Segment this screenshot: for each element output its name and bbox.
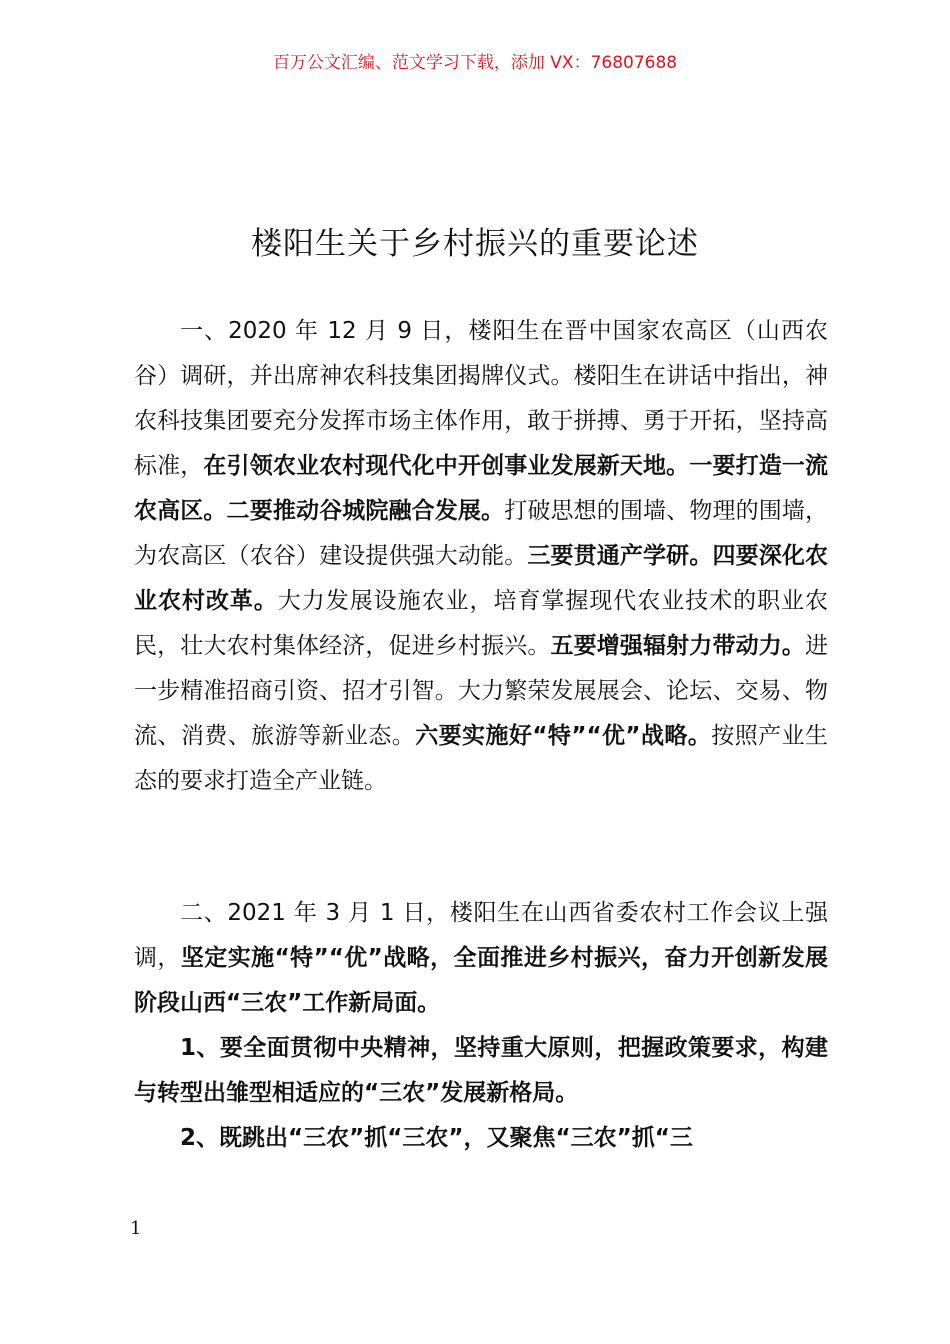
section-1-bold-1: 在引领农业农村现代化中开创事业发展新天地。一要打造一流农高区。二要推动谷城院融合发展。 [134, 453, 829, 524]
section-1-bold-4: 六要实施好“特”“优”战略。 [415, 723, 712, 749]
section-1-paragraph [134, 309, 828, 804]
section-2-bold-1: 坚定实施“特”“优”战略，全面推进乡村振兴，奋力开创新发展阶段山西“三农”工作新局面。 [134, 945, 829, 1016]
document-title: 楼阳生关于乡村振兴的重要论述 [251, 226, 699, 262]
section-1-bold-3: 五要增强辐射力带动力。 [550, 633, 806, 659]
section-2-text-1: 二、2021 年 3 月 1 日，楼阳生在山西省委农村工作会议上强调， [134, 900, 828, 971]
section-2-paragraph-1 [134, 891, 828, 1026]
section-1-bold-2: 三要贯通产学研。四要深化农业农村改革。 [134, 543, 829, 614]
section-1-text-1: 一、2020 年 12 月 9 日，楼阳生在晋中国家农高区（山西农谷）调研，并出席神农科技集团揭牌仪式。楼阳生在讲话中指出，神农科技集团要充分发挥市场主体作用，敢于拼搏、勇于开拓，坚持高标准， [134, 318, 828, 479]
section-1-text-3: 大力发展设施农业，培育掌握现代农业技术的职业农民，壮大农村集体经济，促进乡村振兴。 [134, 588, 829, 659]
page-number: 1 [130, 1218, 142, 1239]
section-1-text-5: 按照产业生态的要求打造全产业链。 [134, 723, 829, 794]
section-2-paragraph-2 [134, 1026, 828, 1116]
section-2-paragraph-3 [134, 1116, 828, 1161]
section-1-text-2: 打破思想的围墙、物理的围墙，为农高区（农谷）建设提供强大动能。 [134, 498, 829, 569]
section-2-bold-2: 1、要全面贯彻中央精神，坚持重大原则，把握政策要求，构建与转型出雏型相适应的“三农”发展新格局。 [134, 1035, 828, 1106]
section-2-bold-3: 2、既跳出“三农”抓“三农”，又聚焦“三农”抓“三 [180, 1125, 693, 1151]
section-1 [134, 309, 828, 804]
section-2 [134, 891, 828, 1161]
header-watermark: 百万公文汇编、范文学习下载，添加 VX：76807688 [272, 53, 678, 73]
section-1-text-4: 进一步精准招商引资、招才引智。大力繁荣发展展会、论坛、交易、物流、消费、旅游等新业态。 [134, 633, 829, 749]
